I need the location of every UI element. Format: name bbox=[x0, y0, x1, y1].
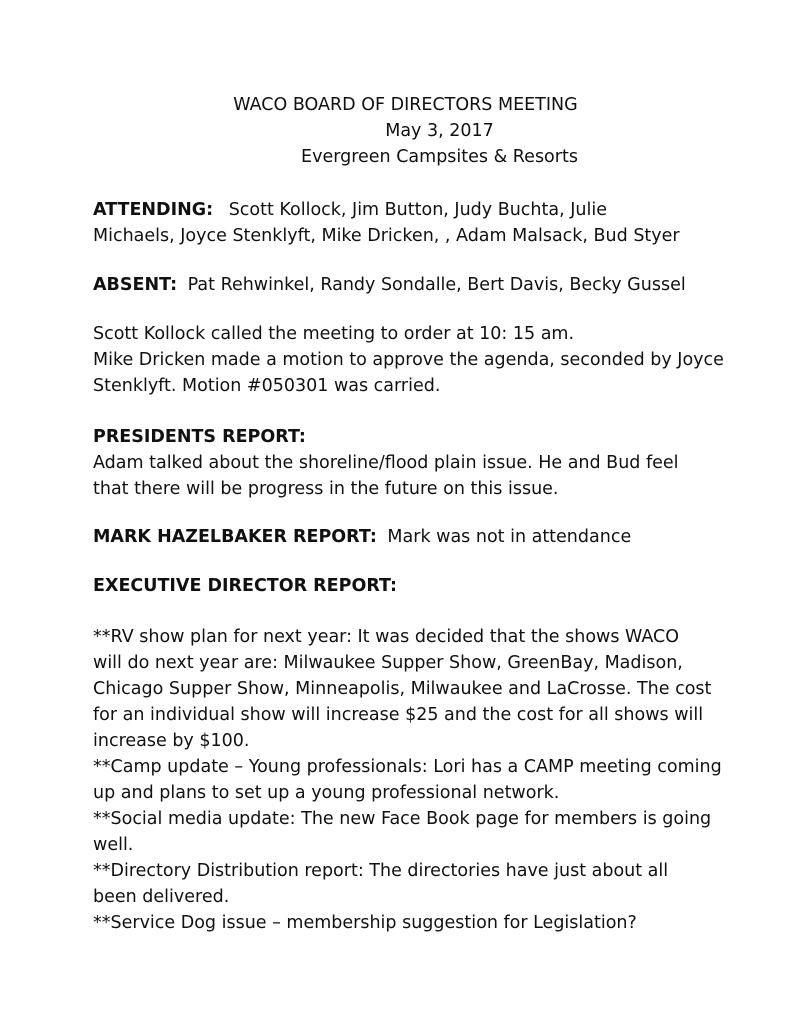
executive-report-line: will do next year are: Milwaukee Supper Show, GreenBay, Madison, bbox=[93, 653, 683, 673]
presidents-report-line1: Adam talked about the shoreline/flood plain issue. He and Bud feel bbox=[93, 453, 679, 473]
presidents-report-section bbox=[93, 424, 713, 502]
presidents-report-label: PRESIDENTS REPORT: bbox=[93, 427, 306, 447]
hazelbaker-report-label: MARK HAZELBAKER REPORT: bbox=[93, 527, 377, 547]
executive-report-line: up and plans to set up a young professional network. bbox=[93, 783, 560, 803]
executive-report-line: **Camp update – Young professionals: Lori has a CAMP meeting coming bbox=[93, 757, 722, 777]
attending-label: ATTENDING: bbox=[93, 200, 214, 220]
call-to-order-line2: Mike Dricken made a motion to approve the agenda, seconded by Joyce bbox=[93, 350, 724, 370]
absent-text: Pat Rehwinkel, Randy Sondalle, Bert Davis, Becky Gussel bbox=[187, 275, 686, 295]
executive-report-line: increase by $100. bbox=[93, 731, 250, 751]
executive-report-line: **Directory Distribution report: The directories have just about all bbox=[93, 861, 669, 881]
call-to-order-line1: Scott Kollock called the meeting to order at 10: 15 am. bbox=[93, 324, 575, 344]
attending-text-line2: Michaels, Joyce Stenklyft, Mike Dricken, , Adam Malsack, Bud Styer bbox=[93, 226, 680, 246]
meeting-location: Evergreen Campsites & Resorts bbox=[301, 147, 578, 167]
meeting-header bbox=[0, 92, 791, 170]
executive-report-items bbox=[93, 624, 722, 936]
absent-section bbox=[93, 272, 713, 298]
hazelbaker-report-section bbox=[93, 524, 713, 550]
executive-report-heading bbox=[93, 573, 713, 599]
executive-report-line: well. bbox=[93, 835, 134, 855]
executive-report-line: for an individual show will increase $25 and the cost for all shows will bbox=[93, 705, 704, 725]
executive-report-line: Chicago Supper Show, Minneapolis, Milwaukee and LaCrosse. The cost bbox=[93, 679, 712, 699]
executive-report-line: **Social media update: The new Face Book page for members is going bbox=[93, 809, 712, 829]
attending-text-line1: Scott Kollock, Jim Button, Judy Buchta, Julie bbox=[228, 200, 607, 220]
hazelbaker-report-text: Mark was not in attendance bbox=[387, 527, 632, 547]
call-to-order-section bbox=[93, 321, 724, 399]
meeting-title: WACO BOARD OF DIRECTORS MEETING bbox=[233, 95, 578, 115]
presidents-report-line2: that there will be progress in the future on this issue. bbox=[93, 479, 559, 499]
executive-report-line: been delivered. bbox=[93, 887, 230, 907]
call-to-order-line3: Stenklyft. Motion #050301 was carried. bbox=[93, 376, 441, 396]
attending-section bbox=[93, 197, 713, 249]
executive-report-line: **RV show plan for next year: It was decided that the shows WACO bbox=[93, 627, 680, 647]
meeting-date: May 3, 2017 bbox=[385, 121, 494, 141]
executive-report-label: EXECUTIVE DIRECTOR REPORT: bbox=[93, 576, 397, 596]
absent-label: ABSENT: bbox=[93, 275, 178, 295]
executive-report-line: **Service Dog issue – membership suggestion for Legislation? bbox=[93, 913, 637, 933]
